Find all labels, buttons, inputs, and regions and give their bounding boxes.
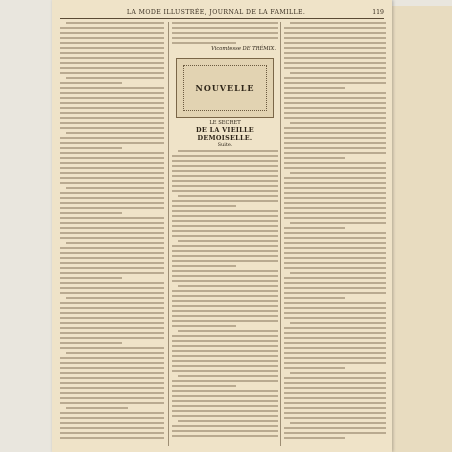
text-line [172, 310, 278, 312]
text-line [172, 435, 278, 437]
text-line [284, 232, 386, 234]
text-line [284, 92, 386, 94]
text-line [60, 47, 164, 49]
text-line [284, 67, 386, 69]
text-line [172, 365, 278, 367]
text-line [172, 22, 278, 24]
text-line [60, 82, 122, 84]
page-header [60, 6, 384, 19]
text-line [60, 67, 164, 69]
text-line [284, 402, 386, 404]
text-line [172, 230, 278, 232]
text-line [60, 317, 164, 319]
text-line [172, 170, 278, 172]
text-line [284, 277, 386, 279]
text-line [172, 355, 278, 357]
text-line [60, 247, 164, 249]
text-line [172, 370, 278, 372]
text-line [60, 167, 164, 169]
text-line [60, 322, 164, 324]
text-line [284, 82, 386, 84]
text-line [60, 147, 122, 149]
text-line [172, 180, 278, 182]
text-line [60, 122, 164, 124]
text-line [284, 157, 345, 159]
text-line [290, 22, 386, 24]
text-line [172, 175, 278, 177]
text-line [284, 127, 386, 129]
text-line [172, 265, 236, 267]
text-line [60, 142, 164, 144]
text-line [284, 387, 386, 389]
text-line [284, 342, 386, 344]
text-line [172, 405, 278, 407]
text-line [60, 207, 164, 209]
adjacent-page-edge [386, 6, 452, 452]
text-line [284, 57, 386, 59]
text-line [172, 280, 278, 282]
text-line [172, 325, 236, 327]
text-line [60, 52, 164, 54]
text-line [60, 302, 164, 304]
text-line [284, 192, 386, 194]
author-signature: Vicomtesse DE TRÉMIX. [211, 46, 276, 52]
text-line [284, 302, 386, 304]
text-line [66, 242, 164, 244]
text-line [60, 42, 164, 44]
text-line [172, 395, 278, 397]
text-line [172, 225, 278, 227]
text-line [66, 352, 164, 354]
text-line [60, 392, 164, 394]
text-line [60, 252, 164, 254]
text-line [172, 390, 278, 392]
text-line [66, 22, 164, 24]
text-line [60, 287, 164, 289]
text-line [284, 252, 386, 254]
text-line [284, 357, 386, 359]
text-line [284, 202, 386, 204]
text-line [284, 437, 345, 439]
text-line [284, 432, 386, 434]
text-line [60, 387, 164, 389]
text-line [60, 202, 164, 204]
text-line [284, 377, 386, 379]
text-line [172, 260, 278, 262]
text-line [284, 262, 386, 264]
text-line [172, 305, 278, 307]
text-line [284, 102, 386, 104]
text-line [172, 350, 278, 352]
text-line [284, 317, 386, 319]
text-line [284, 87, 345, 89]
text-line [284, 297, 345, 299]
text-line [172, 160, 278, 162]
text-line [178, 285, 278, 287]
text-line [284, 42, 386, 44]
text-line [60, 402, 164, 404]
middle-column-intro-text [172, 22, 278, 47]
text-line [284, 62, 386, 64]
text-line [60, 217, 164, 219]
text-line [60, 177, 164, 179]
text-line [290, 372, 386, 374]
text-line [66, 407, 128, 409]
text-line [172, 250, 278, 252]
text-line [172, 300, 278, 302]
text-line [172, 215, 278, 217]
text-line [60, 307, 164, 309]
text-line [178, 375, 278, 377]
story-label: LE SECRET [209, 120, 241, 126]
text-line [60, 272, 164, 274]
text-line [60, 262, 164, 264]
text-line [284, 417, 386, 419]
text-line [60, 137, 164, 139]
text-line [60, 222, 164, 224]
text-line [172, 185, 278, 187]
text-line [60, 127, 164, 129]
text-line [66, 132, 164, 134]
text-line [284, 237, 386, 239]
text-line [284, 212, 386, 214]
text-line [60, 417, 164, 419]
text-line [60, 232, 164, 234]
text-line [290, 322, 386, 324]
text-line [284, 247, 386, 249]
text-line [284, 362, 386, 364]
banner-label: NOUVELLE [195, 83, 255, 93]
text-line [172, 360, 278, 362]
text-line [284, 52, 386, 54]
text-line [60, 112, 164, 114]
text-line [178, 330, 278, 332]
text-line [172, 190, 278, 192]
text-line [178, 240, 278, 242]
text-line [178, 195, 278, 197]
text-line [172, 200, 278, 202]
text-line [284, 287, 386, 289]
text-line [284, 162, 386, 164]
text-line [60, 192, 164, 194]
text-line [172, 275, 278, 277]
text-line [284, 227, 345, 229]
text-line [60, 107, 164, 109]
text-line [284, 137, 386, 139]
text-line [284, 312, 386, 314]
text-line [172, 315, 278, 317]
text-line [172, 295, 278, 297]
text-line [284, 397, 386, 399]
text-line [284, 207, 386, 209]
text-line [172, 400, 278, 402]
text-line [284, 112, 386, 114]
text-line [60, 117, 164, 119]
text-line [284, 282, 386, 284]
text-line [172, 155, 278, 157]
text-line [60, 312, 164, 314]
text-line [290, 272, 386, 274]
text-line [66, 77, 164, 79]
text-line [290, 172, 386, 174]
text-line [60, 377, 164, 379]
text-line [172, 42, 236, 44]
column-divider [280, 22, 281, 446]
text-line [172, 410, 278, 412]
text-line [172, 235, 278, 237]
text-line [284, 307, 386, 309]
text-line [284, 177, 386, 179]
text-line [172, 255, 278, 257]
text-line [284, 382, 386, 384]
text-line [284, 152, 386, 154]
text-line [172, 430, 278, 432]
text-line [284, 327, 386, 329]
text-line [60, 27, 164, 29]
text-line [172, 380, 278, 382]
text-line [172, 220, 278, 222]
journal-title: LA MODE ILLUSTRÉE, JOURNAL DE LA FAMILLE. [126, 8, 306, 16]
text-line [290, 122, 386, 124]
text-line [284, 242, 386, 244]
text-line [60, 282, 164, 284]
text-line [284, 147, 386, 149]
text-line [60, 427, 164, 429]
text-line [284, 257, 386, 259]
text-line [284, 332, 386, 334]
text-line [290, 422, 386, 424]
text-line [172, 320, 278, 322]
text-line [60, 62, 164, 64]
text-line [284, 107, 386, 109]
text-line [60, 362, 164, 364]
text-line [60, 237, 164, 239]
text-line [284, 142, 386, 144]
text-line [60, 422, 164, 424]
text-line [284, 27, 386, 29]
left-column [60, 22, 164, 446]
text-line [60, 97, 164, 99]
text-line [60, 212, 122, 214]
text-line [172, 270, 278, 272]
text-line [284, 47, 386, 49]
text-line [290, 222, 386, 224]
text-line [172, 345, 278, 347]
text-line [172, 32, 278, 34]
text-line [172, 165, 278, 167]
text-line [66, 297, 164, 299]
text-line [284, 187, 386, 189]
text-line [172, 37, 278, 39]
text-line [60, 267, 164, 269]
text-line [60, 57, 164, 59]
story-heading [174, 120, 276, 148]
middle-column [172, 22, 278, 446]
text-line [60, 87, 164, 89]
text-line [284, 182, 386, 184]
text-line [284, 352, 386, 354]
text-line [284, 367, 345, 369]
text-line [60, 162, 164, 164]
text-line [60, 382, 164, 384]
text-line [60, 157, 164, 159]
text-line [284, 292, 386, 294]
text-line [284, 412, 386, 414]
text-line [60, 292, 164, 294]
text-line [284, 267, 386, 269]
text-line [60, 277, 122, 279]
left-column-text [60, 22, 164, 442]
text-line [60, 347, 164, 349]
text-line [284, 97, 386, 99]
text-line [284, 197, 386, 199]
right-column-text [284, 22, 386, 442]
text-line [60, 227, 164, 229]
text-line [284, 407, 386, 409]
journal-page [52, 0, 392, 452]
text-line [60, 412, 164, 414]
text-line [172, 425, 278, 427]
text-line [284, 32, 386, 34]
text-line [60, 342, 122, 344]
column-divider [168, 22, 169, 446]
text-line [60, 327, 164, 329]
text-line [284, 117, 386, 119]
text-line [60, 172, 164, 174]
text-line [66, 187, 164, 189]
right-column [284, 22, 386, 446]
nouvelle-banner [176, 58, 274, 118]
middle-column-story-text [172, 150, 278, 440]
text-line [172, 385, 236, 387]
text-line [60, 337, 164, 339]
text-line [284, 217, 386, 219]
text-line [178, 150, 278, 152]
text-line [172, 245, 278, 247]
text-line [172, 210, 278, 212]
text-line [172, 27, 278, 29]
story-suite: Suite. [217, 142, 233, 148]
text-line [60, 182, 164, 184]
text-line [60, 357, 164, 359]
text-line [284, 77, 386, 79]
text-line [172, 205, 236, 207]
text-line [178, 420, 278, 422]
text-line [284, 392, 386, 394]
text-line [60, 32, 164, 34]
text-line [60, 372, 164, 374]
text-line [284, 427, 386, 429]
text-line [60, 432, 164, 434]
text-line [172, 415, 278, 417]
story-title: DE LA VIEILLE DEMOISELLE. [196, 126, 254, 142]
text-line [172, 335, 278, 337]
text-line [172, 290, 278, 292]
text-line [60, 367, 164, 369]
text-line [284, 167, 386, 169]
text-line [60, 197, 164, 199]
text-line [60, 72, 164, 74]
text-line [60, 102, 164, 104]
text-line [60, 257, 164, 259]
text-line [284, 337, 386, 339]
text-line [290, 72, 386, 74]
text-line [284, 37, 386, 39]
text-line [284, 347, 386, 349]
text-line [60, 37, 164, 39]
text-line [172, 340, 278, 342]
text-line [60, 437, 164, 439]
page-number: 119 [372, 8, 384, 16]
text-line [60, 397, 164, 399]
text-line [60, 92, 164, 94]
text-line [284, 132, 386, 134]
text-line [60, 152, 164, 154]
text-line [60, 332, 164, 334]
